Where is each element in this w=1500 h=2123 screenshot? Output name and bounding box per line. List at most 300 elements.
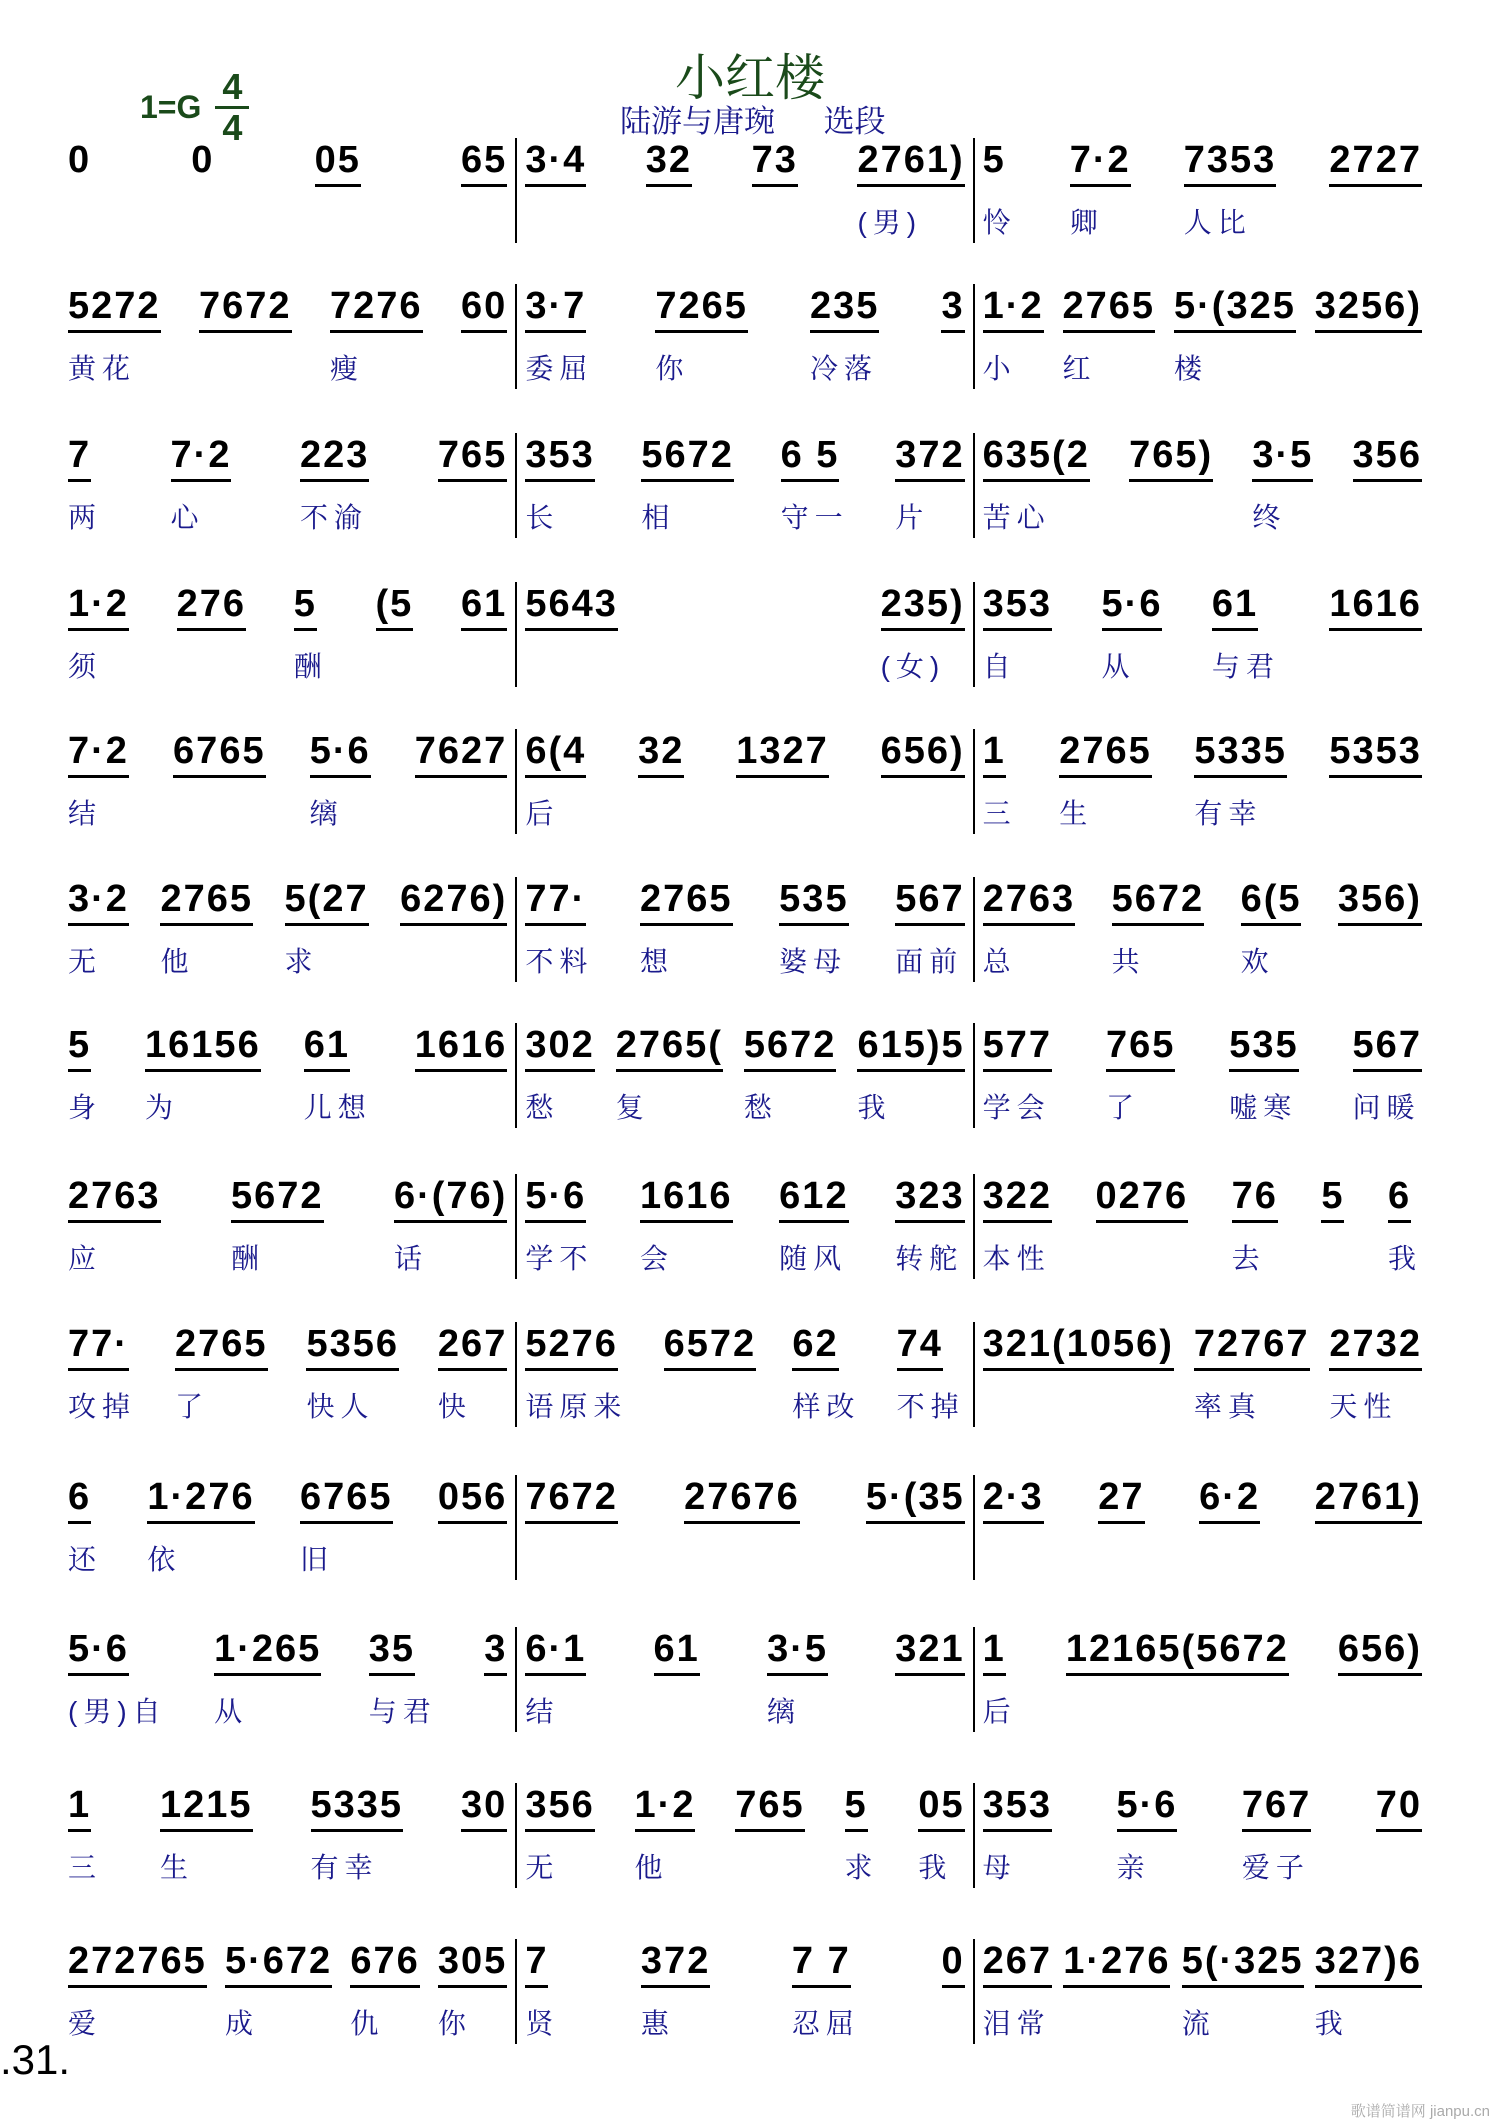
notes: 32 <box>646 138 692 187</box>
notes: 356) <box>1338 877 1422 926</box>
notes: 2765 <box>160 877 253 926</box>
notes: 2765 <box>640 877 733 926</box>
note-group <box>983 1627 1017 1732</box>
note-group <box>525 284 593 389</box>
note-group <box>394 1174 507 1279</box>
note-group <box>525 1783 594 1888</box>
note-group <box>145 1023 261 1128</box>
lyric: 率真 <box>1193 1391 1262 1422</box>
lyric: 旧 <box>299 1544 334 1575</box>
lyric: 三 <box>68 1852 103 1883</box>
note-group <box>1117 1783 1178 1888</box>
note-group <box>942 1939 965 2044</box>
notes: 2727 <box>1329 138 1422 187</box>
lyric: 会 <box>639 1243 674 1274</box>
notes: 73 <box>752 138 798 187</box>
note-group <box>735 1783 804 1888</box>
note-group <box>779 1174 848 1279</box>
note-group <box>1184 138 1277 243</box>
note-group <box>68 284 161 389</box>
notes: 372 <box>641 1939 710 1988</box>
measure <box>515 1322 972 1427</box>
notes: 6(5 <box>1241 877 1302 926</box>
note-group <box>400 877 507 982</box>
notes: 1·265 <box>214 1627 321 1676</box>
lyric: 随风 <box>779 1243 848 1274</box>
notes: 2765( <box>616 1023 723 1072</box>
note-group <box>881 729 965 834</box>
notes: 62 <box>792 1322 838 1371</box>
notes: 3256) <box>1315 284 1422 333</box>
time-bottom: 4 <box>222 107 243 148</box>
note-group <box>664 1322 757 1427</box>
measure <box>515 582 972 687</box>
lyric: 还 <box>68 1544 103 1575</box>
note-group <box>983 1475 1044 1580</box>
lyric: 总 <box>982 946 1017 977</box>
notes: 3·5 <box>1252 433 1313 482</box>
score-row <box>60 1174 1430 1279</box>
lyric: (男)自 <box>68 1696 167 1727</box>
note-group <box>1321 1174 1344 1279</box>
note-group <box>311 1783 404 1888</box>
note-group <box>369 1627 437 1732</box>
notes: 7627 <box>415 729 508 778</box>
lyric: 终 <box>1252 502 1287 533</box>
score-row <box>60 1023 1430 1128</box>
lyric: 楼 <box>1174 353 1209 384</box>
note-group <box>415 729 508 834</box>
note-group <box>68 1783 102 1888</box>
notes: 5276 <box>525 1322 618 1371</box>
lyric: 本性 <box>982 1243 1051 1274</box>
lyric: 红 <box>1062 353 1097 384</box>
note-group <box>231 1174 324 1279</box>
lyric: 流 <box>1181 2008 1216 2039</box>
note-group <box>616 1023 723 1128</box>
note-group <box>1338 877 1422 982</box>
note-group <box>895 877 964 982</box>
watermark: 歌谱简谱网 jianpu.cn <box>1350 2103 1490 2120</box>
lyric: 守一 <box>780 502 849 533</box>
note-group <box>438 1322 507 1427</box>
lyric: 为 <box>145 1092 180 1123</box>
note-group <box>1252 433 1313 538</box>
note-group <box>214 1627 321 1732</box>
lyric: 我 <box>857 1092 892 1123</box>
lyric: 面前 <box>895 946 964 977</box>
note-group <box>1194 729 1287 834</box>
note-group <box>895 433 964 538</box>
score-row <box>60 1475 1430 1580</box>
page-number: .31. <box>0 2036 71 2083</box>
note-group <box>983 1023 1052 1128</box>
score-row <box>60 877 1430 982</box>
notes: 5643 <box>525 582 618 631</box>
notes: 767 <box>1242 1783 1311 1832</box>
notes: 1·276 <box>1063 1939 1170 1988</box>
lyric: 攻掉 <box>68 1391 137 1422</box>
note-group <box>415 1023 508 1128</box>
lyric: 快 <box>437 1391 472 1422</box>
lyric: 复 <box>615 1092 650 1123</box>
note-group <box>640 877 733 982</box>
notes: 6572 <box>664 1322 757 1371</box>
note-group <box>350 1939 419 2044</box>
lyric: 生 <box>1059 798 1094 829</box>
notes: 7·2 <box>68 729 129 778</box>
notes: 3·2 <box>68 877 129 926</box>
notes: 0 <box>68 139 92 181</box>
notes: 223 <box>300 433 369 482</box>
notes: 32 <box>638 729 684 778</box>
notes: 322 <box>983 1174 1052 1223</box>
lyric: 天性 <box>1329 1391 1398 1422</box>
note-group <box>744 1023 837 1128</box>
lyric: 贤 <box>525 2008 560 2039</box>
note-group <box>68 1939 207 2044</box>
lyric: 样改 <box>792 1391 861 1422</box>
note-group <box>646 138 692 243</box>
lyric: 后 <box>982 1696 1017 1727</box>
note-group <box>983 284 1044 389</box>
notes: 76 <box>1232 1174 1278 1223</box>
notes: 6·(76) <box>394 1174 507 1223</box>
lyric: 缡 <box>767 1696 802 1727</box>
score-row <box>60 1783 1430 1888</box>
notes: 5(·325 <box>1182 1939 1304 1988</box>
notes: 1 <box>68 1783 91 1832</box>
note-group <box>525 1475 618 1580</box>
note-group <box>1242 1783 1311 1888</box>
measure <box>60 1783 515 1888</box>
lyric: 了 <box>1105 1092 1140 1123</box>
lyric: 有幸 <box>1194 798 1263 829</box>
notes: 0 <box>942 1939 965 1988</box>
note-group <box>781 433 849 538</box>
measure <box>60 1174 515 1279</box>
note-group <box>881 582 965 687</box>
note-group <box>1376 1783 1422 1888</box>
measure <box>515 1023 972 1128</box>
note-group <box>1329 1322 1422 1427</box>
notes: 567 <box>895 877 964 926</box>
notes: 72767 <box>1194 1322 1310 1371</box>
note-group <box>1241 877 1302 982</box>
notes: 5·6 <box>1102 582 1163 631</box>
notes: 7·2 <box>171 433 232 482</box>
note-group <box>654 1627 700 1732</box>
lyric: 爱 <box>68 2008 103 2039</box>
score-row <box>60 284 1430 389</box>
lyric: 求 <box>284 946 319 977</box>
notes: 235) <box>881 582 965 631</box>
notes: 5·6 <box>525 1174 586 1223</box>
lyric: 亲 <box>1116 1852 1151 1883</box>
notes: 70 <box>1376 1783 1422 1832</box>
notes: 5672 <box>641 433 734 482</box>
notes: 1·276 <box>147 1475 254 1524</box>
measure <box>60 138 515 243</box>
note-group <box>294 582 328 687</box>
lyric: 从 <box>214 1696 249 1727</box>
note-group <box>1338 1627 1422 1732</box>
measure <box>60 1939 515 2044</box>
note-group <box>525 582 618 687</box>
note-group <box>525 1322 627 1427</box>
note-group <box>655 284 748 389</box>
notes: 353 <box>525 433 594 482</box>
measure <box>60 1322 515 1427</box>
note-group <box>983 1783 1052 1888</box>
lyric: 忍屈 <box>791 2008 860 2039</box>
notes: 372 <box>895 433 964 482</box>
notes: 656) <box>881 729 965 778</box>
note-group <box>983 1939 1052 2044</box>
notes: 2761) <box>1315 1475 1422 1524</box>
notes: 7 <box>68 433 91 482</box>
notes: 2765 <box>1059 729 1152 778</box>
note-group <box>1329 138 1422 243</box>
note-group <box>461 1783 507 1888</box>
note-group <box>1329 582 1422 687</box>
notes: 35 <box>369 1627 415 1676</box>
note-group <box>1229 1023 1298 1128</box>
note-group <box>684 1475 800 1580</box>
note-group <box>68 1475 102 1580</box>
lyric: 共 <box>1111 946 1146 977</box>
note-group <box>983 433 1090 538</box>
note-group <box>525 1939 559 2044</box>
measure <box>60 582 515 687</box>
note-group <box>1353 433 1422 538</box>
lyric: 两 <box>68 502 103 533</box>
lyric: 与君 <box>368 1696 437 1727</box>
note-group <box>638 729 684 834</box>
notes: 6276) <box>400 877 507 926</box>
measure <box>973 1023 1430 1128</box>
notes: 272765 <box>68 1939 207 1988</box>
note-group <box>525 433 594 538</box>
note-group <box>300 1475 393 1580</box>
note-group <box>640 1174 733 1279</box>
measure <box>515 729 972 834</box>
lyric: 我 <box>1387 1243 1422 1274</box>
lyric: 结 <box>525 1696 560 1727</box>
measure <box>515 1627 972 1732</box>
song-subtitle: 陆游与唐琬 选段 <box>620 104 886 139</box>
notes: 056 <box>438 1475 507 1524</box>
lyric: 长 <box>525 502 560 533</box>
note-group <box>845 1783 879 1888</box>
lyric: 怜 <box>982 207 1017 238</box>
measure <box>973 138 1430 243</box>
notes: 327)6 <box>1315 1939 1422 1988</box>
note-group <box>641 1939 710 2044</box>
notes: 5 <box>845 1783 868 1832</box>
note-group <box>983 1174 1052 1279</box>
note-group <box>68 1322 136 1427</box>
notes: 7276 <box>330 284 423 333</box>
note-group <box>525 1023 594 1128</box>
lyric: 学会 <box>982 1092 1051 1123</box>
note-group <box>1194 1322 1310 1427</box>
note-group <box>525 1174 593 1279</box>
note-group <box>1106 1023 1175 1128</box>
notes: 1616 <box>1329 582 1422 631</box>
note-group <box>160 1783 253 1888</box>
lyric: 不渝 <box>299 502 368 533</box>
note-group <box>983 582 1052 687</box>
measure <box>515 1783 972 1888</box>
lyric: 不掉 <box>896 1391 965 1422</box>
notes: 1 <box>983 729 1006 778</box>
notes: 615)5 <box>857 1023 964 1072</box>
notes: 2765 <box>1063 284 1156 333</box>
measure <box>973 1322 1430 1427</box>
note-group <box>983 138 1017 243</box>
note-group <box>171 433 232 538</box>
score-row <box>60 1939 1430 2044</box>
notes: 1·2 <box>983 284 1044 333</box>
lyric: 愁 <box>743 1092 778 1123</box>
note-group <box>857 1023 964 1128</box>
notes: 5353 <box>1329 729 1422 778</box>
note-group <box>461 284 507 389</box>
measure <box>515 284 972 389</box>
lyric: 话 <box>393 1243 428 1274</box>
note-group <box>983 877 1076 982</box>
notes: 6765 <box>173 729 266 778</box>
note-group <box>525 877 593 982</box>
lyric: 转舵 <box>895 1243 964 1274</box>
notes: 305 <box>438 1939 507 1988</box>
note-group <box>792 1322 860 1427</box>
lyric: 人比 <box>1183 207 1252 238</box>
note-group <box>941 284 964 389</box>
lyric: (男) <box>857 207 923 238</box>
note-group <box>177 582 246 687</box>
notes: 302 <box>525 1023 594 1072</box>
notes: 5356 <box>306 1322 399 1371</box>
lyric: 酬 <box>293 651 328 682</box>
note-group <box>300 433 369 538</box>
notes: 5335 <box>1194 729 1287 778</box>
notes: 5·6 <box>310 729 371 778</box>
notes: 5672 <box>1112 877 1205 926</box>
notes: 30 <box>461 1783 507 1832</box>
notes: 60 <box>461 284 507 333</box>
lyric: 儿想 <box>303 1092 372 1123</box>
measure <box>515 1174 972 1279</box>
note-group <box>1066 1627 1289 1732</box>
note-group <box>147 1475 254 1580</box>
score-row <box>60 582 1430 687</box>
notes: 27676 <box>684 1475 800 1524</box>
note-group <box>306 1322 399 1427</box>
notes: 6·1 <box>525 1627 586 1676</box>
measure <box>973 582 1430 687</box>
notes: 1 <box>983 1627 1006 1676</box>
notes: 61 <box>654 1627 700 1676</box>
notes: 77· <box>68 1322 129 1371</box>
measure <box>60 1023 515 1128</box>
note-group <box>525 729 586 834</box>
measure <box>973 1939 1430 2044</box>
note-group <box>199 284 292 389</box>
lyric: 后 <box>525 798 560 829</box>
notes: 2765 <box>175 1322 268 1371</box>
notes: 5·6 <box>1117 1783 1178 1832</box>
notes: 5 <box>294 582 317 631</box>
notes: (5 <box>376 582 414 631</box>
notes: 7672 <box>199 284 292 333</box>
notes: 7265 <box>655 284 748 333</box>
note-group <box>895 1174 964 1279</box>
lyric: 酬 <box>230 1243 265 1274</box>
note-group <box>285 877 369 982</box>
song-title: 小红楼 <box>675 50 825 106</box>
lyric: 生 <box>159 1852 194 1883</box>
score-row <box>60 1322 1430 1427</box>
notes: 276 <box>177 582 246 631</box>
notes: 1616 <box>415 1023 508 1072</box>
measure <box>973 284 1430 389</box>
note-group <box>635 1783 696 1888</box>
lyric: 仇 <box>350 2008 385 2039</box>
note-group <box>1063 284 1156 389</box>
notes: 5 <box>68 1023 91 1072</box>
notes: 5 <box>982 139 1006 181</box>
lyric: 无 <box>68 946 103 977</box>
measure <box>60 1475 515 1580</box>
note-group <box>438 1939 507 2044</box>
lyric: 苦心 <box>982 502 1051 533</box>
note-group <box>438 433 507 538</box>
note-group <box>983 1322 1174 1427</box>
note-group <box>1182 1939 1304 2044</box>
lyric: 身 <box>68 1092 103 1123</box>
note-group <box>1102 582 1163 687</box>
notes: 65 <box>461 138 507 187</box>
score-row <box>60 729 1430 834</box>
notes: 6 <box>68 1475 91 1524</box>
note-group <box>918 1783 964 1888</box>
note-group <box>857 138 964 243</box>
notes: 356 <box>1353 433 1422 482</box>
measure <box>60 877 515 982</box>
note-group <box>461 582 507 687</box>
measure <box>973 877 1430 982</box>
measure <box>60 284 515 389</box>
note-group <box>1199 1475 1260 1580</box>
score-row <box>60 138 1430 243</box>
measure <box>973 729 1430 834</box>
notes: 5·672 <box>225 1939 332 1988</box>
note-group <box>1315 1475 1422 1580</box>
notes: 3·4 <box>525 138 586 187</box>
note-group <box>895 1627 964 1732</box>
lyric: 我 <box>918 1852 953 1883</box>
measure <box>973 1174 1430 1279</box>
notes: 2763 <box>68 1174 161 1223</box>
notes: 5·6 <box>68 1627 129 1676</box>
note-group <box>484 1627 507 1732</box>
note-group <box>525 138 586 243</box>
notes: 356 <box>525 1783 594 1832</box>
note-group <box>810 284 879 389</box>
measure <box>515 1939 972 2044</box>
